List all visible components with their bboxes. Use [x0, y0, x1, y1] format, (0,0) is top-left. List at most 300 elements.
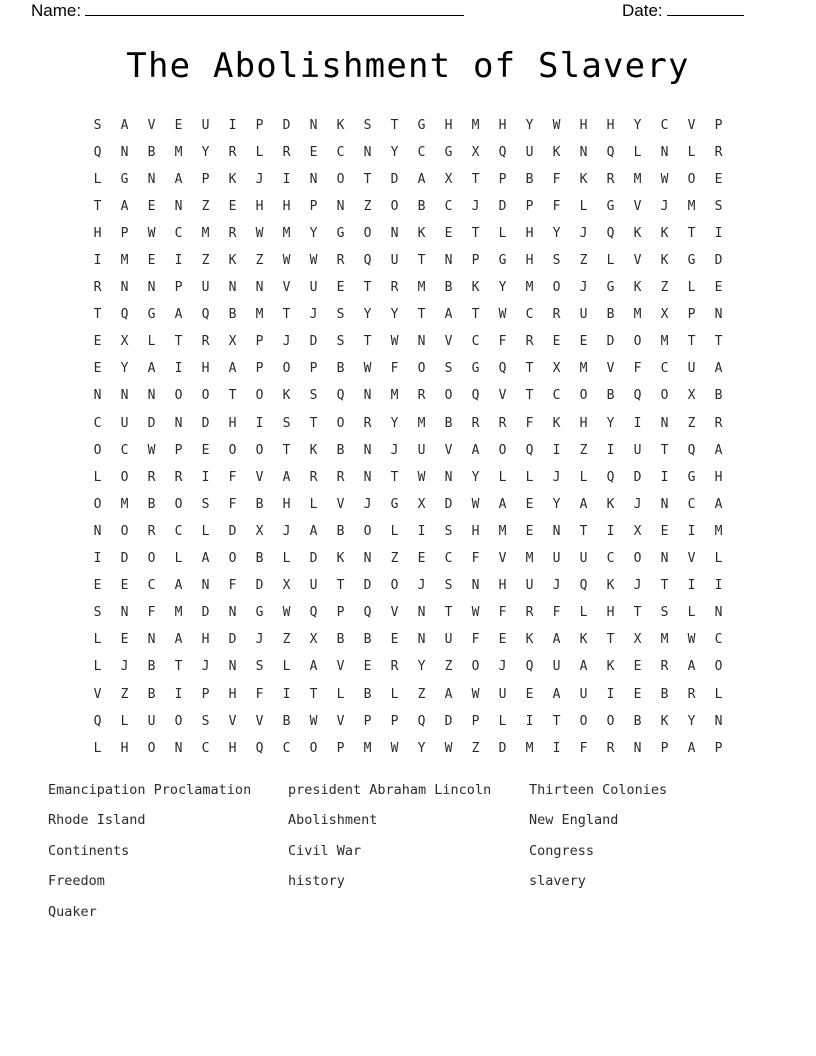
grid-cell[interactable]: T	[363, 334, 372, 350]
grid-cell[interactable]: Y	[390, 144, 399, 160]
grid-cell[interactable]: M	[660, 632, 669, 648]
grid-cell[interactable]: A	[687, 659, 696, 675]
grid-cell[interactable]: B	[444, 415, 453, 431]
grid-cell[interactable]: U	[444, 632, 453, 648]
grid-cell[interactable]: K	[660, 253, 669, 269]
grid-cell[interactable]: V	[444, 442, 453, 458]
grid-cell[interactable]: U	[120, 415, 129, 431]
grid-cell[interactable]: T	[363, 280, 372, 296]
grid-cell[interactable]: X	[228, 334, 237, 350]
grid-cell[interactable]: T	[633, 605, 642, 621]
grid-cell[interactable]: N	[363, 551, 372, 567]
grid-cell[interactable]: B	[255, 551, 264, 567]
grid-cell[interactable]: G	[606, 280, 615, 296]
grid-cell[interactable]: S	[201, 496, 210, 512]
grid-cell[interactable]: F	[552, 605, 561, 621]
grid-cell[interactable]: P	[174, 442, 183, 458]
grid-cell[interactable]: A	[471, 442, 480, 458]
grid-cell[interactable]: L	[579, 198, 588, 214]
grid-cell[interactable]: Z	[201, 253, 210, 269]
grid-cell[interactable]: D	[633, 469, 642, 485]
grid-cell[interactable]: W	[660, 171, 669, 187]
grid-cell[interactable]: Y	[309, 225, 318, 241]
grid-cell[interactable]: H	[201, 632, 210, 648]
grid-cell[interactable]: A	[687, 740, 696, 756]
grid-cell[interactable]: H	[498, 117, 507, 133]
word-list-item[interactable]: New England	[529, 812, 619, 829]
grid-cell[interactable]: H	[228, 415, 237, 431]
grid-cell[interactable]: N	[444, 253, 453, 269]
grid-cell[interactable]: N	[633, 740, 642, 756]
grid-cell[interactable]: L	[498, 225, 507, 241]
grid-cell[interactable]: P	[255, 334, 264, 350]
grid-cell[interactable]: Y	[687, 713, 696, 729]
grid-cell[interactable]: L	[714, 551, 723, 567]
grid-cell[interactable]: O	[336, 415, 345, 431]
grid-cell[interactable]: Z	[471, 740, 480, 756]
grid-cell[interactable]: R	[336, 469, 345, 485]
grid-cell[interactable]: X	[282, 578, 291, 594]
grid-cell[interactable]: W	[282, 253, 291, 269]
grid-cell[interactable]: X	[417, 496, 426, 512]
grid-cell[interactable]: W	[471, 605, 480, 621]
grid-cell[interactable]: O	[579, 713, 588, 729]
grid-cell[interactable]: O	[282, 361, 291, 377]
grid-cell[interactable]: M	[282, 225, 291, 241]
grid-cell[interactable]: J	[363, 496, 372, 512]
grid-cell[interactable]: M	[417, 415, 426, 431]
grid-cell[interactable]: E	[579, 334, 588, 350]
grid-cell[interactable]: P	[255, 361, 264, 377]
grid-cell[interactable]: B	[660, 686, 669, 702]
grid-cell[interactable]: K	[579, 632, 588, 648]
grid-cell[interactable]: N	[228, 280, 237, 296]
grid-cell[interactable]: K	[606, 659, 615, 675]
grid-cell[interactable]: N	[147, 632, 156, 648]
grid-cell[interactable]: O	[633, 551, 642, 567]
grid-cell[interactable]: E	[444, 225, 453, 241]
grid-cell[interactable]: E	[147, 253, 156, 269]
grid-cell[interactable]: A	[714, 496, 723, 512]
grid-cell[interactable]: R	[174, 469, 183, 485]
grid-cell[interactable]: A	[174, 632, 183, 648]
grid-cell[interactable]: T	[714, 334, 723, 350]
grid-cell[interactable]: W	[282, 605, 291, 621]
grid-cell[interactable]: N	[120, 388, 129, 404]
grid-cell[interactable]: E	[363, 659, 372, 675]
grid-cell[interactable]: I	[525, 713, 534, 729]
grid-cell[interactable]: E	[93, 334, 102, 350]
grid-cell[interactable]: M	[417, 280, 426, 296]
grid-cell[interactable]: U	[579, 551, 588, 567]
grid-cell[interactable]: H	[120, 740, 129, 756]
grid-cell[interactable]: O	[363, 225, 372, 241]
grid-cell[interactable]: Q	[309, 605, 318, 621]
grid-cell[interactable]: E	[120, 578, 129, 594]
grid-cell[interactable]: O	[228, 442, 237, 458]
grid-cell[interactable]: P	[120, 225, 129, 241]
grid-cell[interactable]: R	[390, 659, 399, 675]
grid-cell[interactable]: E	[93, 361, 102, 377]
grid-cell[interactable]: W	[309, 713, 318, 729]
grid-cell[interactable]: V	[687, 551, 696, 567]
grid-cell[interactable]: O	[147, 740, 156, 756]
grid-cell[interactable]: J	[201, 659, 210, 675]
grid-cell[interactable]: D	[714, 253, 723, 269]
grid-cell[interactable]: T	[174, 334, 183, 350]
grid-cell[interactable]: F	[228, 469, 237, 485]
grid-cell[interactable]: Y	[390, 307, 399, 323]
grid-cell[interactable]: R	[201, 334, 210, 350]
grid-cell[interactable]: L	[93, 659, 102, 675]
grid-cell[interactable]: D	[147, 415, 156, 431]
grid-cell[interactable]: R	[228, 144, 237, 160]
grid-cell[interactable]: H	[282, 496, 291, 512]
grid-cell[interactable]: O	[660, 388, 669, 404]
grid-cell[interactable]: B	[228, 307, 237, 323]
word-list-item[interactable]: slavery	[529, 873, 586, 890]
grid-cell[interactable]: N	[228, 605, 237, 621]
grid-cell[interactable]: S	[444, 361, 453, 377]
grid-cell[interactable]: T	[444, 605, 453, 621]
grid-cell[interactable]: K	[606, 496, 615, 512]
grid-cell[interactable]: K	[579, 171, 588, 187]
grid-cell[interactable]: X	[660, 307, 669, 323]
grid-cell[interactable]: L	[174, 551, 183, 567]
grid-cell[interactable]: R	[687, 686, 696, 702]
grid-cell[interactable]: I	[714, 225, 723, 241]
grid-cell[interactable]: U	[417, 442, 426, 458]
grid-cell[interactable]: T	[525, 388, 534, 404]
grid-cell[interactable]: L	[255, 144, 264, 160]
grid-cell[interactable]: J	[471, 198, 480, 214]
grid-cell[interactable]: O	[174, 713, 183, 729]
grid-cell[interactable]: Q	[336, 388, 345, 404]
grid-cell[interactable]: N	[714, 605, 723, 621]
grid-cell[interactable]: P	[687, 307, 696, 323]
word-list-item[interactable]: Thirteen Colonies	[529, 782, 668, 798]
grid-cell[interactable]: A	[579, 496, 588, 512]
grid-cell[interactable]: M	[255, 307, 264, 323]
grid-cell[interactable]: U	[525, 144, 534, 160]
grid-cell[interactable]: C	[444, 551, 453, 567]
grid-cell[interactable]: N	[660, 496, 669, 512]
grid-cell[interactable]: N	[714, 713, 723, 729]
grid-cell[interactable]: I	[174, 361, 183, 377]
grid-cell[interactable]: C	[93, 415, 102, 431]
grid-cell[interactable]: M	[525, 740, 534, 756]
grid-cell[interactable]: Z	[687, 415, 696, 431]
grid-cell[interactable]: A	[444, 686, 453, 702]
grid-cell[interactable]: B	[444, 280, 453, 296]
grid-cell[interactable]: N	[228, 659, 237, 675]
grid-cell[interactable]: R	[147, 523, 156, 539]
grid-cell[interactable]: O	[201, 388, 210, 404]
grid-cell[interactable]: A	[444, 307, 453, 323]
grid-cell[interactable]: K	[633, 280, 642, 296]
grid-cell[interactable]: A	[714, 442, 723, 458]
grid-cell[interactable]: I	[606, 686, 615, 702]
grid-cell[interactable]: K	[660, 225, 669, 241]
grid-cell[interactable]: Q	[606, 144, 615, 160]
grid-cell[interactable]: I	[255, 415, 264, 431]
grid-cell[interactable]: B	[147, 659, 156, 675]
grid-cell[interactable]: F	[147, 605, 156, 621]
grid-cell[interactable]: K	[282, 388, 291, 404]
grid-cell[interactable]: D	[228, 632, 237, 648]
grid-cell[interactable]: P	[498, 171, 507, 187]
grid-cell[interactable]: I	[282, 686, 291, 702]
grid-cell[interactable]: J	[660, 198, 669, 214]
grid-cell[interactable]: N	[174, 740, 183, 756]
grid-cell[interactable]: N	[417, 605, 426, 621]
grid-cell[interactable]: N	[120, 280, 129, 296]
grid-cell[interactable]: H	[579, 117, 588, 133]
grid-cell[interactable]: J	[579, 280, 588, 296]
grid-cell[interactable]: Y	[417, 740, 426, 756]
grid-cell[interactable]: U	[525, 578, 534, 594]
grid-cell[interactable]: X	[687, 388, 696, 404]
word-list-item[interactable]: Continents	[48, 842, 130, 859]
grid-cell[interactable]: E	[390, 632, 399, 648]
grid-cell[interactable]: X	[633, 632, 642, 648]
grid-cell[interactable]: G	[417, 117, 426, 133]
grid-cell[interactable]: K	[552, 415, 561, 431]
grid-cell[interactable]: N	[363, 442, 372, 458]
grid-cell[interactable]: F	[228, 496, 237, 512]
word-list-item[interactable]: Congress	[529, 842, 595, 859]
grid-cell[interactable]: I	[714, 578, 723, 594]
grid-cell[interactable]: N	[93, 388, 102, 404]
grid-cell[interactable]: E	[714, 171, 723, 187]
grid-cell[interactable]: T	[687, 225, 696, 241]
grid-cell[interactable]: L	[93, 740, 102, 756]
grid-cell[interactable]: X	[309, 632, 318, 648]
grid-cell[interactable]: V	[444, 334, 453, 350]
grid-cell[interactable]: M	[687, 198, 696, 214]
grid-cell[interactable]: V	[336, 659, 345, 675]
grid-cell[interactable]: W	[498, 307, 507, 323]
grid-cell[interactable]: U	[201, 280, 210, 296]
grid-cell[interactable]: G	[444, 144, 453, 160]
grid-cell[interactable]: R	[363, 415, 372, 431]
grid-cell[interactable]: W	[471, 686, 480, 702]
grid-cell[interactable]: U	[552, 659, 561, 675]
grid-cell[interactable]: H	[606, 605, 615, 621]
grid-cell[interactable]: C	[660, 117, 669, 133]
grid-cell[interactable]: A	[417, 171, 426, 187]
grid-cell[interactable]: N	[417, 334, 426, 350]
grid-cell[interactable]: V	[336, 496, 345, 512]
grid-cell[interactable]: V	[147, 117, 156, 133]
grid-cell[interactable]: P	[255, 117, 264, 133]
grid-cell[interactable]: L	[579, 605, 588, 621]
grid-cell[interactable]: L	[336, 686, 345, 702]
grid-cell[interactable]: A	[201, 551, 210, 567]
grid-cell[interactable]: A	[552, 632, 561, 648]
grid-cell[interactable]: O	[336, 171, 345, 187]
grid-cell[interactable]: O	[633, 334, 642, 350]
grid-cell[interactable]: W	[255, 225, 264, 241]
grid-cell[interactable]: B	[606, 388, 615, 404]
grid-cell[interactable]: G	[606, 198, 615, 214]
grid-cell[interactable]: R	[714, 144, 723, 160]
grid-cell[interactable]: R	[606, 171, 615, 187]
grid-cell[interactable]: A	[498, 496, 507, 512]
grid-cell[interactable]: D	[282, 117, 291, 133]
grid-cell[interactable]: P	[309, 361, 318, 377]
grid-cell[interactable]: B	[336, 523, 345, 539]
grid-cell[interactable]: Y	[390, 415, 399, 431]
grid-cell[interactable]: A	[120, 198, 129, 214]
grid-cell[interactable]: K	[471, 280, 480, 296]
grid-cell[interactable]: A	[579, 659, 588, 675]
grid-cell[interactable]: U	[579, 686, 588, 702]
grid-cell[interactable]: P	[471, 713, 480, 729]
grid-cell[interactable]: S	[309, 388, 318, 404]
grid-cell[interactable]: E	[147, 198, 156, 214]
grid-cell[interactable]: O	[174, 496, 183, 512]
grid-cell[interactable]: C	[282, 740, 291, 756]
grid-cell[interactable]: F	[228, 578, 237, 594]
grid-cell[interactable]: P	[201, 686, 210, 702]
grid-cell[interactable]: U	[309, 280, 318, 296]
grid-cell[interactable]: O	[552, 280, 561, 296]
grid-cell[interactable]: P	[336, 740, 345, 756]
grid-cell[interactable]: K	[309, 442, 318, 458]
grid-cell[interactable]: T	[660, 442, 669, 458]
grid-cell[interactable]: M	[498, 523, 507, 539]
grid-cell[interactable]: S	[201, 713, 210, 729]
grid-cell[interactable]: L	[282, 659, 291, 675]
grid-cell[interactable]: B	[255, 496, 264, 512]
grid-cell[interactable]: B	[147, 144, 156, 160]
grid-cell[interactable]: A	[228, 361, 237, 377]
grid-cell[interactable]: H	[444, 117, 453, 133]
grid-cell[interactable]: Q	[363, 605, 372, 621]
grid-cell[interactable]: Z	[579, 442, 588, 458]
grid-cell[interactable]: D	[201, 605, 210, 621]
grid-cell[interactable]: H	[201, 361, 210, 377]
grid-cell[interactable]: M	[633, 307, 642, 323]
grid-cell[interactable]: E	[309, 144, 318, 160]
grid-cell[interactable]: Y	[552, 225, 561, 241]
grid-cell[interactable]: L	[120, 713, 129, 729]
grid-cell[interactable]: N	[363, 469, 372, 485]
grid-cell[interactable]: E	[660, 523, 669, 539]
grid-cell[interactable]: L	[93, 171, 102, 187]
grid-cell[interactable]: T	[417, 307, 426, 323]
grid-cell[interactable]: W	[390, 740, 399, 756]
grid-cell[interactable]: C	[714, 632, 723, 648]
grid-cell[interactable]: F	[525, 415, 534, 431]
grid-cell[interactable]: T	[228, 388, 237, 404]
grid-cell[interactable]: S	[363, 117, 372, 133]
grid-cell[interactable]: I	[660, 469, 669, 485]
grid-cell[interactable]: G	[336, 225, 345, 241]
grid-cell[interactable]: Z	[120, 686, 129, 702]
grid-cell[interactable]: Q	[93, 144, 102, 160]
grid-cell[interactable]: R	[660, 659, 669, 675]
grid-cell[interactable]: E	[633, 686, 642, 702]
grid-cell[interactable]: T	[579, 523, 588, 539]
grid-cell[interactable]: F	[471, 632, 480, 648]
grid-cell[interactable]: D	[309, 334, 318, 350]
grid-cell[interactable]: H	[525, 253, 534, 269]
grid-cell[interactable]: T	[525, 361, 534, 377]
date-write-in-line[interactable]	[667, 2, 744, 16]
grid-cell[interactable]: C	[336, 144, 345, 160]
grid-cell[interactable]: S	[660, 605, 669, 621]
grid-cell[interactable]: R	[93, 280, 102, 296]
grid-cell[interactable]: V	[93, 686, 102, 702]
grid-cell[interactable]: Q	[417, 713, 426, 729]
grid-cell[interactable]: K	[552, 144, 561, 160]
grid-cell[interactable]: T	[390, 117, 399, 133]
grid-cell[interactable]: V	[390, 605, 399, 621]
grid-cell[interactable]: G	[390, 496, 399, 512]
grid-cell[interactable]: C	[147, 578, 156, 594]
grid-cell[interactable]: L	[687, 280, 696, 296]
word-list-item[interactable]: Quaker	[48, 903, 97, 920]
grid-cell[interactable]: T	[417, 253, 426, 269]
grid-cell[interactable]: L	[201, 523, 210, 539]
grid-cell[interactable]: Q	[525, 659, 534, 675]
grid-cell[interactable]: B	[336, 442, 345, 458]
grid-cell[interactable]: S	[444, 578, 453, 594]
grid-cell[interactable]: R	[282, 144, 291, 160]
grid-cell[interactable]: I	[552, 442, 561, 458]
grid-cell[interactable]: J	[633, 578, 642, 594]
grid-cell[interactable]: D	[444, 496, 453, 512]
grid-cell[interactable]: Z	[255, 253, 264, 269]
grid-cell[interactable]: M	[363, 740, 372, 756]
grid-cell[interactable]: V	[255, 469, 264, 485]
grid-cell[interactable]: N	[336, 198, 345, 214]
grid-cell[interactable]: E	[417, 551, 426, 567]
grid-cell[interactable]: N	[471, 578, 480, 594]
grid-cell[interactable]: L	[579, 469, 588, 485]
grid-cell[interactable]: V	[498, 388, 507, 404]
grid-cell[interactable]: R	[525, 334, 534, 350]
grid-cell[interactable]: H	[471, 523, 480, 539]
grid-cell[interactable]: O	[93, 496, 102, 512]
grid-cell[interactable]: N	[660, 551, 669, 567]
grid-cell[interactable]: A	[714, 361, 723, 377]
grid-cell[interactable]: W	[147, 225, 156, 241]
grid-cell[interactable]: Z	[417, 686, 426, 702]
grid-cell[interactable]: N	[660, 144, 669, 160]
grid-cell[interactable]: N	[174, 415, 183, 431]
grid-cell[interactable]: N	[579, 144, 588, 160]
grid-cell[interactable]: V	[282, 280, 291, 296]
grid-cell[interactable]: O	[309, 740, 318, 756]
grid-cell[interactable]: K	[336, 551, 345, 567]
grid-cell[interactable]: A	[120, 117, 129, 133]
grid-cell[interactable]: D	[498, 198, 507, 214]
grid-cell[interactable]: Q	[606, 225, 615, 241]
grid-cell[interactable]: K	[228, 171, 237, 187]
grid-cell[interactable]: F	[633, 361, 642, 377]
grid-cell[interactable]: W	[309, 253, 318, 269]
grid-cell[interactable]: A	[147, 361, 156, 377]
grid-cell[interactable]: O	[120, 469, 129, 485]
grid-cell[interactable]: N	[120, 144, 129, 160]
grid-cell[interactable]: A	[309, 523, 318, 539]
grid-cell[interactable]: Q	[363, 253, 372, 269]
grid-cell[interactable]: I	[201, 469, 210, 485]
name-write-in-line[interactable]	[85, 2, 464, 16]
